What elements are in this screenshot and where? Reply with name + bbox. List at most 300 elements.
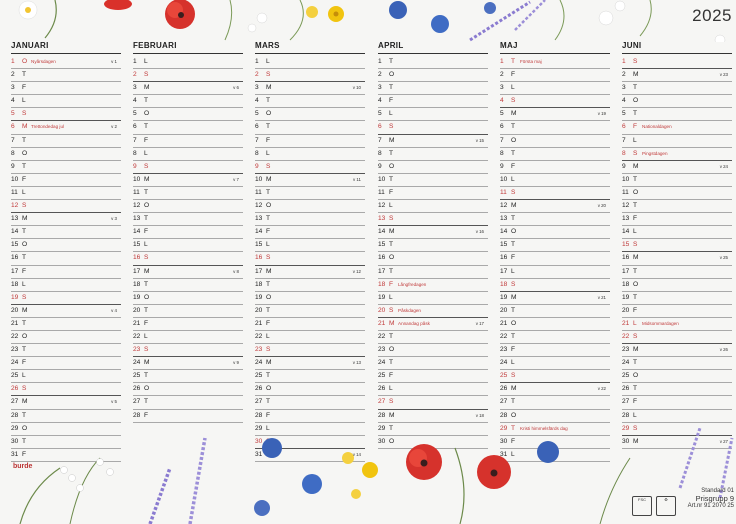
day-row[interactable] bbox=[622, 318, 732, 331]
day-row[interactable] bbox=[255, 69, 365, 82]
weekday-letter: S bbox=[633, 241, 638, 249]
weekday-letter: T bbox=[144, 188, 149, 196]
day-row[interactable] bbox=[500, 239, 610, 252]
day-row[interactable] bbox=[500, 252, 610, 265]
day-row[interactable] bbox=[11, 279, 121, 292]
day-row[interactable] bbox=[622, 239, 732, 252]
weekday-letter: S bbox=[266, 162, 271, 170]
day-row[interactable] bbox=[500, 82, 610, 95]
day-row[interactable] bbox=[11, 344, 121, 357]
day-row[interactable] bbox=[378, 69, 488, 82]
day-row[interactable] bbox=[500, 370, 610, 383]
day-row[interactable] bbox=[622, 108, 732, 121]
weekday-letter: F bbox=[22, 359, 27, 367]
weekday-letter: O bbox=[389, 254, 395, 262]
day-row[interactable] bbox=[378, 121, 488, 134]
weekday-letter: T bbox=[22, 319, 27, 327]
weekday-letter: T bbox=[144, 398, 149, 406]
day-number: 22 bbox=[378, 332, 386, 340]
day-number: 15 bbox=[622, 241, 630, 249]
weekday-letter: M bbox=[511, 110, 517, 118]
day-row[interactable] bbox=[255, 318, 365, 331]
day-number: 1 bbox=[378, 58, 382, 65]
day-number: 21 bbox=[11, 319, 19, 327]
day-row[interactable] bbox=[622, 200, 732, 213]
day-number: 26 bbox=[500, 385, 508, 393]
day-row[interactable] bbox=[622, 95, 732, 108]
day-row[interactable] bbox=[133, 331, 243, 344]
day-row[interactable] bbox=[378, 383, 488, 396]
day-number: 3 bbox=[255, 84, 259, 92]
day-row[interactable] bbox=[378, 370, 488, 383]
day-row[interactable] bbox=[255, 357, 365, 370]
day-row[interactable] bbox=[11, 56, 121, 69]
week-number: v 4 bbox=[111, 307, 117, 313]
day-number: 24 bbox=[622, 359, 630, 367]
day-row[interactable] bbox=[11, 331, 121, 344]
day-row[interactable] bbox=[500, 213, 610, 226]
day-number: 4 bbox=[500, 97, 504, 105]
day-row[interactable] bbox=[378, 279, 488, 292]
day-row[interactable] bbox=[255, 108, 365, 121]
day-row[interactable] bbox=[378, 200, 488, 213]
day-row[interactable] bbox=[622, 213, 732, 226]
day-row[interactable] bbox=[622, 396, 732, 409]
day-number: 31 bbox=[11, 450, 19, 458]
weekday-letter: L bbox=[22, 280, 26, 288]
weekday-letter: F bbox=[389, 97, 394, 105]
day-row[interactable] bbox=[11, 121, 121, 134]
day-row[interactable] bbox=[11, 213, 121, 226]
weekday-letter: F bbox=[633, 306, 638, 314]
day-row[interactable] bbox=[622, 383, 732, 396]
day-number: 25 bbox=[133, 372, 141, 380]
day-number: 24 bbox=[255, 359, 263, 367]
day-row[interactable] bbox=[11, 200, 121, 213]
day-number: 14 bbox=[255, 228, 263, 236]
day-row[interactable] bbox=[255, 279, 365, 292]
weekday-letter: S bbox=[511, 372, 516, 380]
day-row[interactable] bbox=[378, 82, 488, 95]
day-number: 16 bbox=[255, 254, 263, 262]
day-row[interactable] bbox=[255, 331, 365, 344]
day-row[interactable] bbox=[622, 410, 732, 423]
day-row[interactable] bbox=[255, 305, 365, 318]
day-row[interactable] bbox=[255, 121, 365, 134]
day-number: 20 bbox=[500, 306, 508, 314]
day-row[interactable] bbox=[500, 200, 610, 213]
day-row[interactable] bbox=[622, 344, 732, 357]
weekday-letter: S bbox=[22, 202, 27, 210]
weekday-letter: T bbox=[389, 241, 394, 249]
day-row[interactable] bbox=[378, 56, 488, 69]
day-row[interactable] bbox=[133, 121, 243, 134]
day-row[interactable] bbox=[133, 56, 243, 69]
day-row[interactable] bbox=[255, 174, 365, 187]
day-row[interactable] bbox=[378, 174, 488, 187]
day-row[interactable] bbox=[378, 108, 488, 121]
day-number: 11 bbox=[622, 188, 629, 196]
weekday-letter: T bbox=[633, 202, 638, 210]
day-number: 10 bbox=[500, 175, 508, 183]
weekday-letter: L bbox=[511, 84, 515, 92]
day-row[interactable] bbox=[11, 370, 121, 383]
day-row[interactable] bbox=[11, 108, 121, 121]
day-number: 20 bbox=[378, 306, 386, 314]
day-row[interactable] bbox=[255, 213, 365, 226]
day-row[interactable] bbox=[133, 69, 243, 82]
weekday-letter: T bbox=[144, 97, 149, 105]
weekday-letter: T bbox=[633, 293, 638, 301]
weekday-letter: S bbox=[22, 110, 27, 118]
weekday-letter: T bbox=[266, 306, 271, 314]
day-row[interactable] bbox=[622, 331, 732, 344]
day-row[interactable] bbox=[622, 279, 732, 292]
day-row[interactable] bbox=[500, 187, 610, 200]
day-row[interactable] bbox=[255, 252, 365, 265]
day-row[interactable] bbox=[500, 357, 610, 370]
day-row[interactable] bbox=[133, 279, 243, 292]
day-row[interactable] bbox=[133, 239, 243, 252]
month-column-mars bbox=[255, 38, 365, 462]
weekday-letter: M bbox=[389, 228, 395, 236]
weekday-letter: T bbox=[389, 175, 394, 183]
day-row[interactable] bbox=[133, 344, 243, 357]
day-number: 9 bbox=[378, 162, 382, 170]
day-row[interactable] bbox=[133, 108, 243, 121]
weekday-letter: M bbox=[633, 437, 639, 445]
day-row[interactable] bbox=[500, 410, 610, 423]
day-row[interactable] bbox=[622, 135, 732, 148]
day-number: 6 bbox=[255, 123, 259, 131]
day-row[interactable] bbox=[255, 82, 365, 95]
day-row[interactable] bbox=[622, 187, 732, 200]
weekday-letter: F bbox=[144, 319, 149, 327]
recycle-icon: ♻ bbox=[656, 496, 676, 516]
day-row[interactable] bbox=[133, 370, 243, 383]
weekday-letter: S bbox=[22, 385, 27, 393]
day-row[interactable] bbox=[11, 410, 121, 423]
day-number: 17 bbox=[133, 267, 141, 275]
day-number: 13 bbox=[622, 215, 630, 223]
day-row[interactable] bbox=[500, 292, 610, 305]
day-row[interactable] bbox=[11, 82, 121, 95]
day-row[interactable] bbox=[378, 187, 488, 200]
day-row[interactable] bbox=[622, 305, 732, 318]
day-number: 14 bbox=[622, 228, 630, 236]
day-row[interactable] bbox=[622, 292, 732, 305]
day-row[interactable] bbox=[133, 396, 243, 409]
day-row[interactable] bbox=[11, 135, 121, 148]
day-number: 5 bbox=[11, 110, 15, 118]
day-number: 12 bbox=[255, 202, 263, 210]
day-row[interactable] bbox=[11, 292, 121, 305]
day-number: 25 bbox=[500, 372, 508, 380]
day-row[interactable] bbox=[133, 161, 243, 174]
day-row[interactable] bbox=[378, 135, 488, 148]
weekday-letter: F bbox=[22, 450, 27, 458]
weekday-letter: F bbox=[266, 136, 271, 144]
weekday-letter: F bbox=[22, 175, 27, 183]
day-row[interactable] bbox=[378, 226, 488, 239]
weekday-letter: M bbox=[22, 398, 28, 406]
day-number: 9 bbox=[133, 162, 137, 170]
day-number: 26 bbox=[622, 385, 630, 393]
day-row[interactable] bbox=[255, 95, 365, 108]
day-row[interactable] bbox=[500, 383, 610, 396]
month-column-juni bbox=[622, 38, 732, 449]
day-row[interactable] bbox=[500, 108, 610, 121]
day-number: 3 bbox=[378, 84, 382, 92]
day-number: 6 bbox=[133, 123, 137, 131]
day-row[interactable] bbox=[500, 121, 610, 134]
day-number: 9 bbox=[622, 162, 626, 170]
weekday-letter: O bbox=[266, 385, 272, 393]
weekday-letter: F bbox=[511, 254, 516, 262]
day-row[interactable] bbox=[255, 135, 365, 148]
day-row[interactable] bbox=[622, 82, 732, 95]
day-row[interactable] bbox=[378, 292, 488, 305]
weekday-letter: F bbox=[266, 319, 271, 327]
day-row[interactable] bbox=[622, 266, 732, 279]
day-row[interactable] bbox=[11, 226, 121, 239]
day-row[interactable] bbox=[133, 318, 243, 331]
holiday-name: Kristi himmelsfärds dag bbox=[520, 425, 568, 431]
day-row[interactable] bbox=[11, 161, 121, 174]
day-row[interactable] bbox=[133, 226, 243, 239]
day-number: 27 bbox=[255, 398, 263, 406]
day-row[interactable] bbox=[622, 174, 732, 187]
weekday-letter: M bbox=[144, 84, 150, 92]
weekday-letter: T bbox=[22, 346, 27, 354]
weekday-letter: O bbox=[266, 202, 272, 210]
week-number: v 16 bbox=[475, 229, 484, 235]
day-number: 5 bbox=[255, 110, 259, 118]
weekday-letter: T bbox=[266, 280, 271, 288]
day-number: 7 bbox=[378, 136, 382, 144]
day-row[interactable] bbox=[255, 148, 365, 161]
day-row[interactable] bbox=[500, 56, 610, 69]
day-row[interactable] bbox=[500, 318, 610, 331]
weekday-letter: M bbox=[633, 71, 639, 79]
weekday-letter: S bbox=[266, 254, 271, 262]
day-row[interactable] bbox=[255, 187, 365, 200]
day-row[interactable] bbox=[255, 396, 365, 409]
day-number: 30 bbox=[378, 437, 386, 445]
weekday-letter: T bbox=[22, 71, 27, 79]
day-row[interactable] bbox=[500, 135, 610, 148]
day-number: 17 bbox=[500, 267, 508, 275]
day-number: 2 bbox=[133, 71, 137, 79]
day-row[interactable] bbox=[622, 252, 732, 265]
weekday-letter: F bbox=[511, 346, 516, 354]
day-row[interactable] bbox=[133, 135, 243, 148]
day-number: 28 bbox=[133, 411, 141, 419]
day-row[interactable] bbox=[378, 239, 488, 252]
day-row[interactable] bbox=[255, 56, 365, 69]
day-row[interactable] bbox=[11, 318, 121, 331]
day-row[interactable] bbox=[133, 174, 243, 187]
day-number: 25 bbox=[11, 372, 19, 380]
day-number: 21 bbox=[378, 319, 386, 327]
day-row[interactable] bbox=[622, 357, 732, 370]
weekday-letter: O bbox=[266, 293, 272, 301]
day-row[interactable] bbox=[255, 383, 365, 396]
day-row[interactable] bbox=[11, 69, 121, 82]
day-row[interactable] bbox=[133, 266, 243, 279]
weekday-letter: T bbox=[389, 149, 394, 157]
day-number: 11 bbox=[133, 188, 140, 196]
brand-logo: burde bbox=[13, 463, 33, 470]
weekday-letter: S bbox=[144, 346, 149, 354]
day-row[interactable] bbox=[11, 148, 121, 161]
day-row[interactable] bbox=[255, 226, 365, 239]
week-number: v 8 bbox=[233, 268, 239, 274]
day-row[interactable] bbox=[133, 213, 243, 226]
day-number: 2 bbox=[11, 71, 15, 79]
day-row[interactable] bbox=[378, 213, 488, 226]
weekday-letter: L bbox=[633, 136, 637, 144]
day-row[interactable] bbox=[11, 266, 121, 279]
weekday-letter: T bbox=[389, 359, 394, 367]
day-row[interactable] bbox=[378, 357, 488, 370]
week-number: v 12 bbox=[352, 268, 361, 274]
day-row[interactable] bbox=[622, 161, 732, 174]
day-number: 27 bbox=[500, 398, 508, 406]
week-number: v 17 bbox=[475, 320, 484, 326]
weekday-letter: F bbox=[22, 84, 27, 92]
day-number: 13 bbox=[500, 215, 508, 223]
weekday-letter: M bbox=[266, 359, 272, 367]
day-row[interactable] bbox=[133, 410, 243, 423]
day-row[interactable] bbox=[378, 266, 488, 279]
day-row[interactable] bbox=[255, 410, 365, 423]
day-row[interactable] bbox=[500, 174, 610, 187]
day-row[interactable] bbox=[133, 252, 243, 265]
day-row[interactable] bbox=[133, 200, 243, 213]
day-row[interactable] bbox=[11, 252, 121, 265]
day-row[interactable] bbox=[133, 292, 243, 305]
day-number: 2 bbox=[622, 71, 626, 79]
day-row[interactable] bbox=[622, 148, 732, 161]
day-row[interactable] bbox=[255, 344, 365, 357]
day-row[interactable] bbox=[622, 370, 732, 383]
day-row[interactable] bbox=[255, 239, 365, 252]
day-number: 12 bbox=[133, 202, 141, 210]
weekday-letter: T bbox=[144, 123, 149, 131]
day-row[interactable] bbox=[255, 161, 365, 174]
day-row[interactable] bbox=[500, 305, 610, 318]
day-row[interactable] bbox=[500, 69, 610, 82]
weekday-letter: M bbox=[144, 267, 150, 275]
weekday-letter: L bbox=[266, 332, 270, 340]
week-number: v 13 bbox=[352, 360, 361, 366]
weekday-letter: M bbox=[144, 359, 150, 367]
month-title: JUNI bbox=[622, 38, 732, 54]
weekday-letter: F bbox=[22, 267, 27, 275]
fsc-icon: FSC bbox=[632, 496, 652, 516]
day-row[interactable] bbox=[11, 239, 121, 252]
weekday-letter: T bbox=[266, 372, 271, 380]
day-row[interactable] bbox=[500, 266, 610, 279]
week-number: v 27 bbox=[719, 438, 728, 444]
day-row[interactable] bbox=[378, 161, 488, 174]
day-number: 6 bbox=[622, 123, 626, 131]
day-row[interactable] bbox=[500, 331, 610, 344]
weekday-letter: T bbox=[633, 175, 638, 183]
day-row[interactable] bbox=[255, 370, 365, 383]
day-number: 22 bbox=[255, 332, 263, 340]
day-number: 28 bbox=[622, 411, 630, 419]
day-row[interactable] bbox=[378, 344, 488, 357]
day-row[interactable] bbox=[255, 266, 365, 279]
day-row[interactable] bbox=[500, 226, 610, 239]
day-row[interactable] bbox=[500, 396, 610, 409]
day-row[interactable] bbox=[378, 305, 488, 318]
day-row[interactable] bbox=[133, 357, 243, 370]
weekday-letter: O bbox=[511, 319, 517, 327]
day-row[interactable] bbox=[133, 187, 243, 200]
weekday-letter: S bbox=[511, 280, 516, 288]
day-row[interactable] bbox=[255, 200, 365, 213]
day-row[interactable] bbox=[133, 148, 243, 161]
day-row[interactable] bbox=[133, 95, 243, 108]
day-row[interactable] bbox=[133, 383, 243, 396]
day-row[interactable] bbox=[11, 305, 121, 318]
day-row[interactable] bbox=[11, 187, 121, 200]
day-row[interactable] bbox=[378, 331, 488, 344]
day-row[interactable] bbox=[11, 95, 121, 108]
day-row[interactable] bbox=[133, 82, 243, 95]
day-row[interactable] bbox=[11, 383, 121, 396]
day-row[interactable] bbox=[11, 357, 121, 370]
day-row[interactable] bbox=[378, 396, 488, 409]
day-row[interactable] bbox=[622, 56, 732, 69]
day-row[interactable] bbox=[622, 226, 732, 239]
day-number: 20 bbox=[622, 306, 630, 314]
day-row[interactable] bbox=[500, 95, 610, 108]
day-row[interactable] bbox=[378, 252, 488, 265]
day-row[interactable] bbox=[11, 174, 121, 187]
weekday-letter: T bbox=[511, 306, 516, 314]
day-row[interactable] bbox=[500, 344, 610, 357]
day-row[interactable] bbox=[133, 305, 243, 318]
weekday-letter: O bbox=[389, 437, 395, 445]
holiday-name: Långfredagen bbox=[398, 281, 427, 287]
day-number: 30 bbox=[622, 437, 630, 445]
weekday-letter: L bbox=[511, 359, 515, 367]
day-row[interactable] bbox=[622, 69, 732, 82]
day-number: 29 bbox=[500, 424, 508, 432]
day-row[interactable] bbox=[500, 279, 610, 292]
day-number: 1 bbox=[133, 58, 137, 65]
weekday-letter: S bbox=[266, 346, 271, 354]
day-row[interactable] bbox=[500, 148, 610, 161]
day-row[interactable] bbox=[378, 318, 488, 331]
day-number: 3 bbox=[622, 84, 626, 92]
day-row[interactable] bbox=[378, 95, 488, 108]
day-row[interactable] bbox=[622, 121, 732, 134]
day-row[interactable] bbox=[378, 148, 488, 161]
weekday-letter: S bbox=[389, 398, 394, 406]
day-number: 3 bbox=[11, 84, 15, 92]
day-row[interactable] bbox=[500, 161, 610, 174]
day-row[interactable] bbox=[255, 292, 365, 305]
day-row[interactable] bbox=[378, 410, 488, 423]
weekday-letter: M bbox=[22, 215, 28, 223]
weekday-letter: T bbox=[144, 372, 149, 380]
day-row[interactable] bbox=[11, 396, 121, 409]
